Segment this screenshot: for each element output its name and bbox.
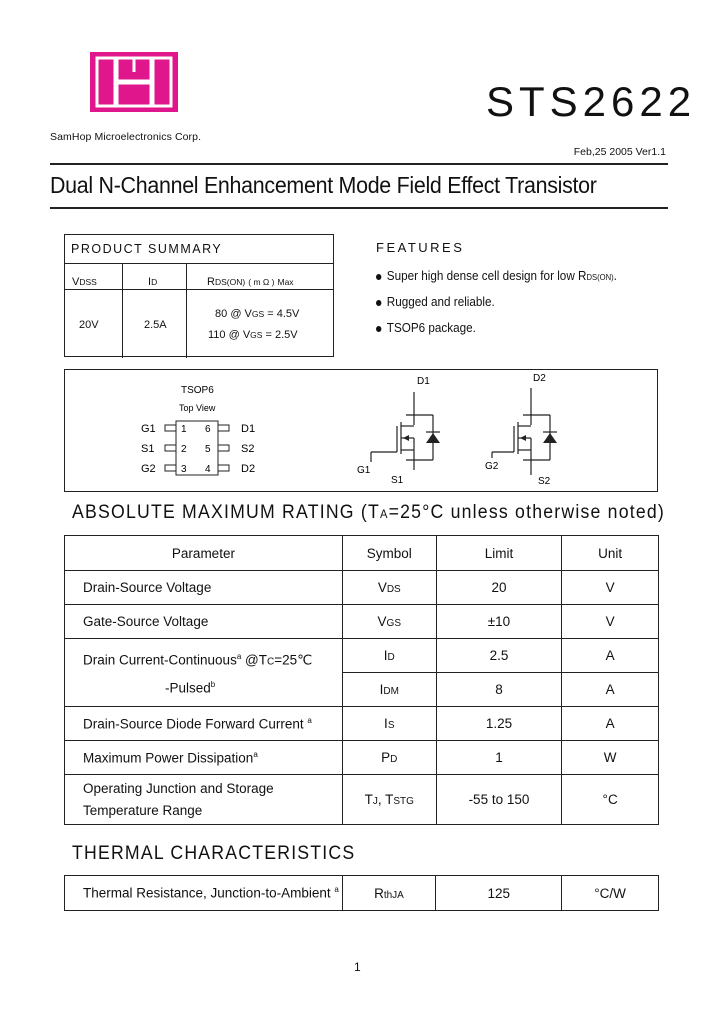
unit-cell: A	[562, 673, 659, 707]
document-title: Dual N-Channel Enhancement Mode Field Effect Transistor	[50, 172, 597, 198]
rds-value-2: 110 @ VGS = 2.5V	[208, 329, 298, 341]
pin-number: 2	[181, 444, 187, 455]
param-cell: Drain Current-Continuous$^a$ @TC=25℃ -Pulsed$^b$	[65, 639, 343, 707]
diode-2-icon	[543, 433, 557, 443]
id-header: ID	[148, 276, 158, 288]
unit-cell: W	[562, 741, 659, 775]
unit-cell: °C	[562, 775, 659, 825]
table-row	[65, 605, 659, 639]
top-rule	[50, 163, 668, 165]
fet2-source-label: S2	[538, 476, 551, 487]
unit-cell: A	[562, 639, 659, 673]
feature-item: TSOP6 package.	[376, 320, 476, 335]
diode-1-icon	[426, 433, 440, 443]
bullet-icon	[376, 274, 381, 280]
limit-cell: 1.25	[436, 707, 562, 741]
limit-cell: 8	[436, 673, 562, 707]
pin-label-left: S1	[141, 443, 155, 455]
limit-cell: -55 to 150	[436, 775, 562, 825]
pinout-diagram	[64, 369, 658, 492]
mosfet-2-symbol	[492, 388, 550, 475]
param-cell: Drain-Source Diode Forward Current $^a$	[65, 707, 343, 741]
pin-label-left: G2	[141, 463, 156, 475]
abs-max-heading: ABSOLUTE MAXIMUM RATING (TA=25°C unless otherwise noted)	[72, 502, 666, 523]
symbol-cell: VGS	[342, 605, 436, 639]
bullet-icon	[376, 300, 381, 306]
top-view-label: Top View	[179, 403, 216, 413]
unit-cell: A	[562, 707, 659, 741]
pin-label-right: D1	[241, 423, 256, 435]
page-number: 1	[354, 960, 361, 974]
param-cell: Gate-Source Voltage	[65, 605, 343, 639]
symbol-cell: RthJA	[342, 876, 436, 911]
symbol-cell: VDS	[342, 571, 436, 605]
limit-cell: 20	[436, 571, 562, 605]
table-row	[65, 741, 659, 775]
id-value: 2.5A	[144, 319, 167, 331]
pin-number: 6	[205, 424, 211, 435]
header-parameter: Parameter	[65, 536, 343, 571]
header-symbol: Symbol	[342, 536, 436, 571]
symbol-cell: PD	[342, 741, 436, 775]
samhop-logo	[90, 52, 178, 112]
table-row	[65, 639, 659, 673]
param-cell: Maximum Power Dissipation$^a$	[65, 741, 343, 775]
symbol-cell: IDM	[342, 673, 436, 707]
param-cell: Operating Junction and Storage Temperature Range	[65, 775, 343, 825]
param-cell: Drain-Source Voltage	[65, 571, 343, 605]
limit-cell: 2.5	[436, 639, 562, 673]
fet1-source-label: S1	[391, 475, 404, 486]
header-unit: Unit	[562, 536, 659, 571]
param-cell: Thermal Resistance, Junction-to-Ambient $^a$	[65, 876, 343, 911]
pin-number: 1	[181, 424, 187, 435]
symbol-cell: IS	[342, 707, 436, 741]
package-label: TSOP6	[181, 385, 214, 396]
features-heading: FEATURES	[376, 240, 465, 255]
symbol-cell: ID	[342, 639, 436, 673]
samhop-logo-mark	[90, 52, 178, 112]
product-summary-table	[64, 234, 334, 357]
pin-number: 5	[205, 444, 211, 455]
table-row	[65, 775, 659, 825]
pin-label-right: D2	[241, 463, 256, 475]
company-name: SamHop Microelectronics Corp.	[50, 131, 202, 143]
product-summary-heading: PRODUCT SUMMARY	[65, 235, 333, 264]
fet1-gate-label: G1	[357, 465, 371, 476]
limit-cell: ±10	[436, 605, 562, 639]
vdss-header: VDSS	[72, 276, 97, 288]
pin-number: 4	[205, 464, 211, 475]
table-row	[65, 707, 659, 741]
thermal-table	[64, 875, 659, 911]
rds-header: RDS(ON) ( m Ω ) Max	[207, 276, 294, 288]
unit-cell: °C/W	[562, 876, 659, 911]
table-header-row	[65, 536, 659, 571]
title-rule	[50, 207, 668, 209]
thermal-heading: THERMAL CHARACTERISTICS	[72, 843, 356, 864]
symbol-cell: TJ, TSTG	[342, 775, 436, 825]
vdss-value: 20V	[79, 319, 99, 331]
rds-value-1: 80 @ VGS = 4.5V	[215, 308, 300, 320]
table-row	[65, 571, 659, 605]
abs-max-table	[64, 535, 659, 825]
fet1-drain-label: D1	[417, 376, 430, 387]
part-number: STS2622	[486, 78, 697, 125]
date-version: Feb,25 2005 Ver1.1	[573, 146, 666, 158]
table-row	[65, 876, 659, 911]
pinout-schematic	[65, 370, 657, 491]
fet2-drain-label: D2	[533, 373, 546, 384]
pin-number: 3	[181, 464, 187, 475]
feature-item: Rugged and reliable.	[376, 294, 495, 309]
feature-item: Super high dense cell design for low RDS(ON).	[376, 268, 617, 283]
limit-cell: 1	[436, 741, 562, 775]
pin-label-left: G1	[141, 423, 156, 435]
mosfet-1-symbol	[371, 392, 433, 470]
unit-cell: V	[562, 605, 659, 639]
fet2-gate-label: G2	[485, 461, 499, 472]
unit-cell: V	[562, 571, 659, 605]
pin-label-right: S2	[241, 443, 255, 455]
header-limit: Limit	[436, 536, 562, 571]
value-cell: 125	[436, 876, 562, 911]
bullet-icon	[376, 326, 381, 332]
